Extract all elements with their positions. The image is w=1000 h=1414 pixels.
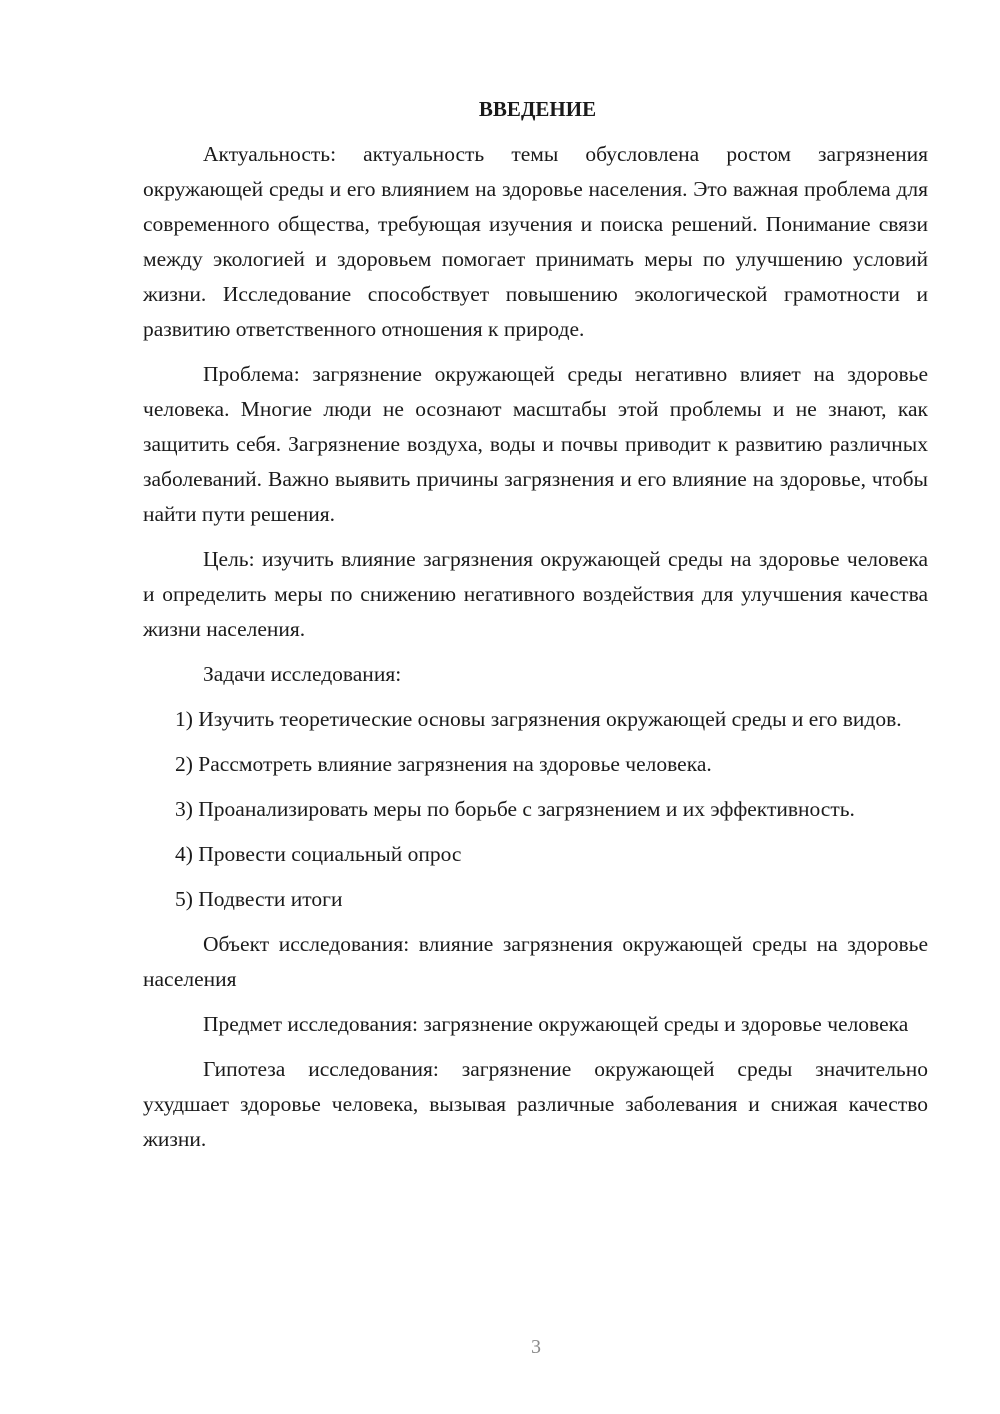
paragraph-object: Объект исследования: влияние загрязнения окружающей среды на здоровье населения <box>143 932 928 991</box>
paragraph-relevance: Актуальность: актуальность темы обусловлена ростом загрязнения окружающей среды и его влиянием на здоровье населения. Это важная проблема для современного общества, требующая изучения и поиска решений. Понимание связи между экологией и здоровьем помогает принимать меры по улучшению условий жизни. Исследование способствует повышению экологической грамотности и развитию ответственного отношения к природе. <box>143 142 928 341</box>
page-number: 3 <box>531 1336 541 1358</box>
task-item-4: 4) Провести социальный опрос <box>175 842 462 866</box>
task-item-2: 2) Рассмотреть влияние загрязнения на здоровье человека. <box>175 752 712 776</box>
task-item-1: 1) Изучить теоретические основы загрязнения окружающей среды и его видов. <box>175 707 902 731</box>
paragraph-goal: Цель: изучить влияние загрязнения окружающей среды на здоровье человека и определить меры по снижению негативного воздействия для улучшения качества жизни населения. <box>143 547 928 641</box>
paragraph-subject: Предмет исследования: загрязнение окружающей среды и здоровье человека <box>203 1012 909 1036</box>
paragraph-hypothesis: Гипотеза исследования: загрязнение окружающей среды значительно ухудшает здоровье человека, вызывая различные заболевания и снижая качество жизни. <box>143 1057 928 1151</box>
tasks-heading: Задачи исследования: <box>203 662 402 686</box>
page-content <box>143 92 928 1167</box>
task-item-3: 3) Проанализировать меры по борьбе с загрязнением и их эффективность. <box>175 797 855 821</box>
task-item-5: 5) Подвести итоги <box>175 887 343 911</box>
paragraph-problem: Проблема: загрязнение окружающей среды негативно влияет на здоровье человека. Многие люди не осознают масштабы этой проблемы и не знают, как защитить себя. Загрязнение воздуха, воды и почвы приводит к развитию различных заболеваний. Важно выявить причины загрязнения и его влияние на здоровье, чтобы найти пути решения. <box>143 362 928 526</box>
section-title: ВВЕДЕНИЕ <box>478 97 597 121</box>
